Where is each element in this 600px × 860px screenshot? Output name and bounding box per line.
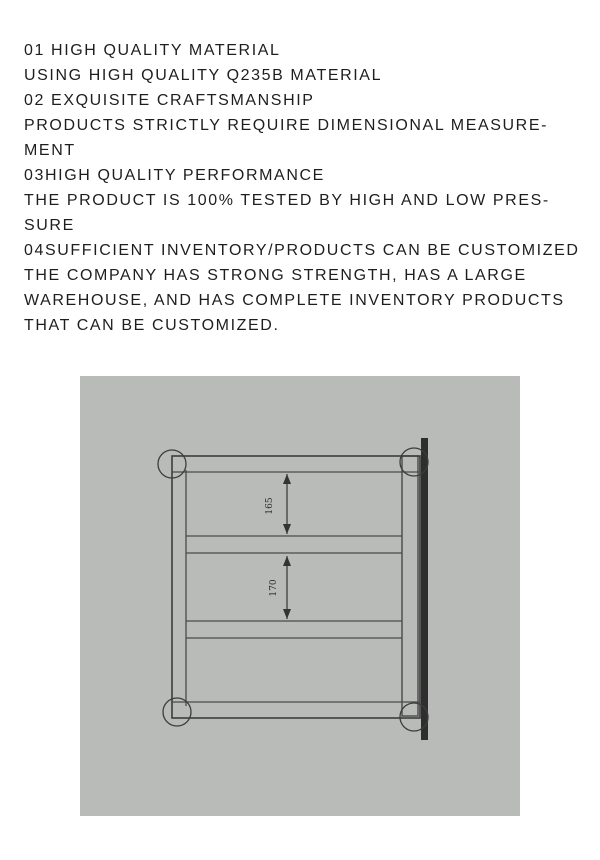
right-rail bbox=[402, 456, 418, 716]
feature-3-text-line-2: SURE bbox=[24, 217, 75, 234]
dimension-arrow-2 bbox=[283, 556, 291, 619]
technical-drawing-photo bbox=[80, 376, 520, 816]
feature-2-text-line-2: MENT bbox=[24, 142, 76, 159]
dimension-label-top: 165 bbox=[265, 497, 275, 515]
feature-2-text-line-1: PRODUCTS STRICTLY REQUIRE DIMENSIONAL MEASURE- bbox=[24, 117, 549, 134]
feature-3-text-line-1: THE PRODUCT IS 100% TESTED BY HIGH AND LOW PRES- bbox=[24, 192, 550, 209]
feature-3-title: 03HIGH QUALITY PERFORMANCE bbox=[24, 167, 325, 184]
feature-4-text-line-3: THAT CAN BE CUSTOMIZED. bbox=[24, 317, 280, 334]
feature-1-title: 01 HIGH QUALITY MATERIAL bbox=[24, 42, 281, 59]
feature-2-title: 02 EXQUISITE CRAFTSMANSHIP bbox=[24, 92, 315, 109]
feature-4-text-line-1: THE COMPANY HAS STRONG STRENGTH, HAS A LARGE bbox=[24, 267, 527, 284]
frame-drawing bbox=[80, 376, 520, 816]
outer-frame bbox=[172, 456, 420, 718]
feature-description bbox=[24, 38, 584, 338]
feature-4-text-line-2: WAREHOUSE, AND HAS COMPLETE INVENTORY PRODUCTS bbox=[24, 292, 565, 309]
feature-4-title: 04SUFFICIENT INVENTORY/PRODUCTS CAN BE CUSTOMIZED bbox=[24, 242, 580, 259]
feature-1-text: USING HIGH QUALITY Q235B MATERIAL bbox=[24, 67, 383, 84]
right-post bbox=[421, 438, 428, 740]
dimension-label-bottom: 170 bbox=[269, 579, 279, 597]
dimension-arrow-1 bbox=[283, 474, 291, 534]
